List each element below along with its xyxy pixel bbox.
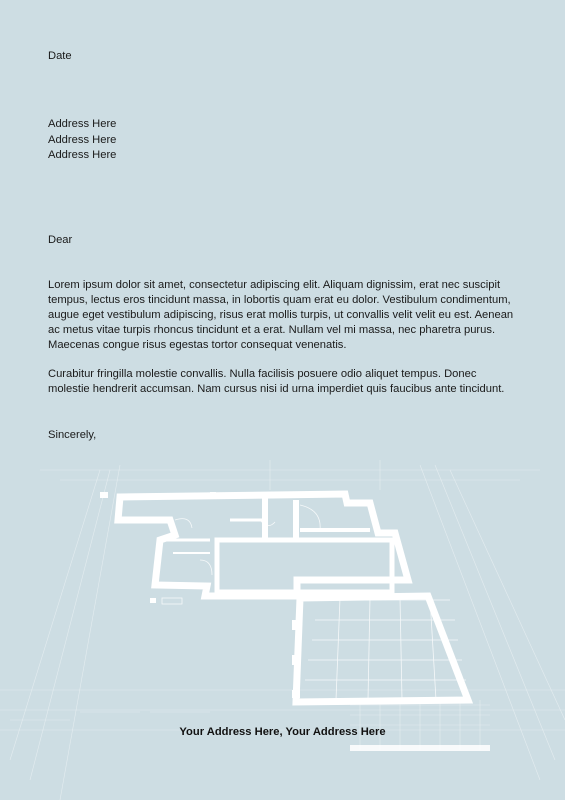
letter-date: Date xyxy=(48,50,72,62)
footer-address: Your Address Here, Your Address Here xyxy=(179,726,386,738)
address-line: Address Here xyxy=(48,133,117,146)
address-line: Address Here xyxy=(48,149,117,161)
letter-closing: Sincerely, xyxy=(48,429,97,441)
floor-plan-illustration xyxy=(0,455,565,800)
recipient-address xyxy=(48,117,518,164)
address-line: Address Here xyxy=(48,118,117,130)
letter-greeting: Dear xyxy=(48,234,73,246)
letter-body xyxy=(48,278,518,411)
body-paragraph: Lorem ipsum dolor sit amet, consectetur adipiscing elit. Aliquam dignissim, erat nec suscipit tempus, lectus eros tincidunt massa, in lobortis quam erat eu dolor. Vestibulum condimentum, augue eget vestibulum adipiscing, risus erat mollis turpis, ut convallis velit velit eu est. Aenean ac metus vitae turpis rhoncus tincidunt et a erat. Nullam vel mi massa, nec pharetra purus. Maecenas congue risus egestas tortor consequat venenatis. xyxy=(48,279,514,351)
body-paragraph: Curabitur fringilla molestie convallis. Nulla facilisis posuere odio aliquet tempus. Donec molestie hendrerit accumsan. Nam cursus nisi id urna imperdiet quis faucibus ante tincidunt. xyxy=(48,368,505,395)
